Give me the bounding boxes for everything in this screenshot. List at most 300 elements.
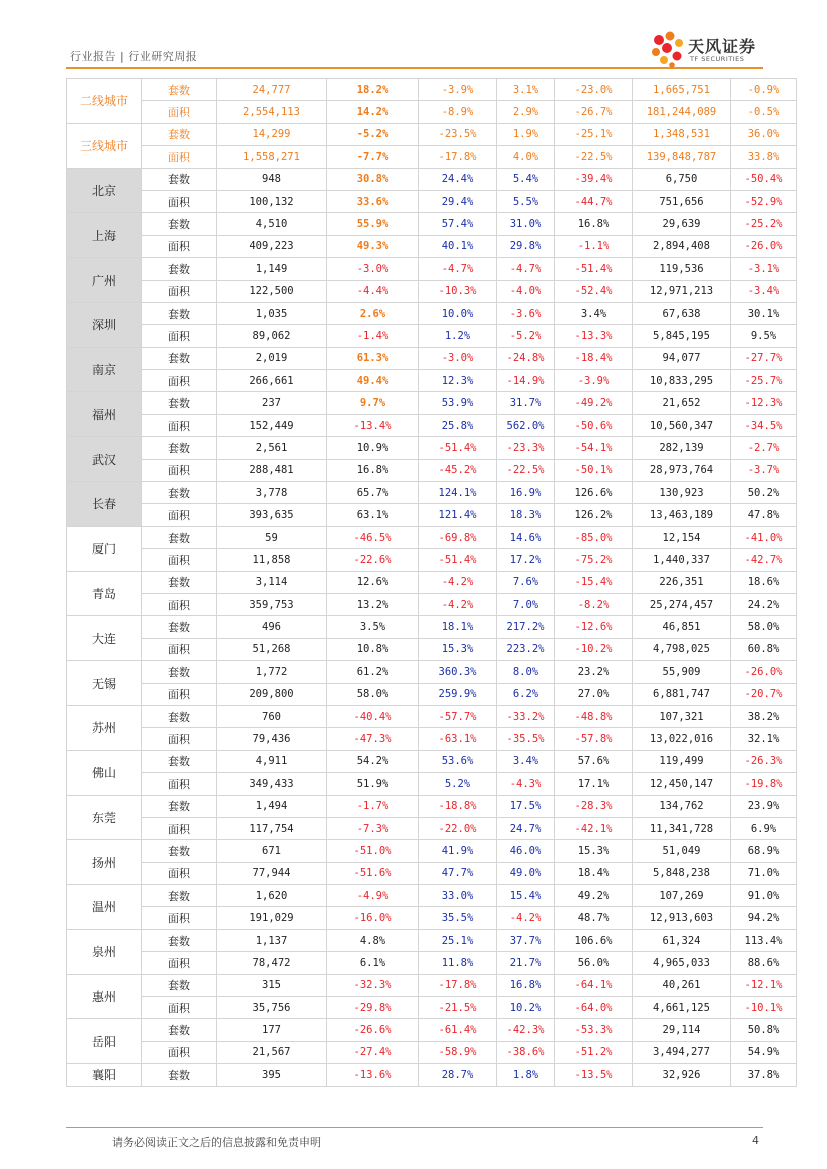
table-row xyxy=(67,795,797,817)
value-cell: 6,750 xyxy=(633,168,731,190)
city-name-cell: 苏州 xyxy=(67,705,142,750)
value-cell: 29,639 xyxy=(633,213,731,235)
value-cell: 59 xyxy=(217,526,327,548)
value-cell: 12,971,213 xyxy=(633,280,731,302)
value-cell: 79,436 xyxy=(217,728,327,750)
value-cell: 8.0% xyxy=(497,661,555,683)
value-cell: -1.1% xyxy=(555,235,633,257)
value-cell: -53.3% xyxy=(555,1019,633,1041)
value-cell: 29.4% xyxy=(419,190,497,212)
value-cell: 77,944 xyxy=(217,862,327,884)
value-cell: -20.7% xyxy=(731,683,797,705)
table-row xyxy=(67,370,797,392)
value-cell: -3.1% xyxy=(731,258,797,280)
value-cell: 51,049 xyxy=(633,840,731,862)
value-cell: 671 xyxy=(217,840,327,862)
value-cell: -14.9% xyxy=(497,370,555,392)
value-cell: -29.8% xyxy=(327,997,419,1019)
value-cell: 21,567 xyxy=(217,1041,327,1063)
table-row xyxy=(67,101,797,123)
value-cell: 40.1% xyxy=(419,235,497,257)
value-cell: 17.2% xyxy=(497,549,555,571)
value-cell: 53.9% xyxy=(419,392,497,414)
city-sales-table xyxy=(66,78,797,1087)
metric-label-cell: 面积 xyxy=(142,728,217,750)
value-cell: 496 xyxy=(217,616,327,638)
value-cell: -25.2% xyxy=(731,213,797,235)
value-cell: 35,756 xyxy=(217,997,327,1019)
value-cell: 31.0% xyxy=(497,213,555,235)
value-cell: 209,800 xyxy=(217,683,327,705)
value-cell: -13.4% xyxy=(327,414,419,436)
value-cell: -51.4% xyxy=(419,549,497,571)
value-cell: 56.0% xyxy=(555,952,633,974)
value-cell: 1.9% xyxy=(497,123,555,145)
table-row xyxy=(67,235,797,257)
city-name-cell: 襄阳 xyxy=(67,1064,142,1086)
value-cell: -16.0% xyxy=(327,907,419,929)
city-name-cell: 广州 xyxy=(67,258,142,303)
value-cell: 217.2% xyxy=(497,616,555,638)
table-row xyxy=(67,526,797,548)
value-cell: -19.8% xyxy=(731,773,797,795)
value-cell: 1,035 xyxy=(217,302,327,324)
table-row xyxy=(67,414,797,436)
value-cell: 53.6% xyxy=(419,750,497,772)
value-cell: 2.9% xyxy=(497,101,555,123)
value-cell: -26.6% xyxy=(327,1019,419,1041)
table-row xyxy=(67,638,797,660)
value-cell: 2,894,408 xyxy=(633,235,731,257)
value-cell: 395 xyxy=(217,1064,327,1086)
value-cell: 13.2% xyxy=(327,593,419,615)
value-cell: 27.0% xyxy=(555,683,633,705)
table-row xyxy=(67,817,797,839)
value-cell: -4.2% xyxy=(497,907,555,929)
value-cell: 14.2% xyxy=(327,101,419,123)
value-cell: -12.1% xyxy=(731,974,797,996)
value-cell: 94.2% xyxy=(731,907,797,929)
value-cell: -4.7% xyxy=(497,258,555,280)
value-cell: 4.8% xyxy=(327,929,419,951)
value-cell: 30.1% xyxy=(731,302,797,324)
value-cell: -4.3% xyxy=(497,773,555,795)
value-cell: -50.1% xyxy=(555,459,633,481)
city-name-cell: 南京 xyxy=(67,347,142,392)
value-cell: 10.9% xyxy=(327,437,419,459)
value-cell: 18.2% xyxy=(327,79,419,101)
value-cell: 121.4% xyxy=(419,504,497,526)
value-cell: -27.4% xyxy=(327,1041,419,1063)
value-cell: 49.3% xyxy=(327,235,419,257)
value-cell: 124.1% xyxy=(419,482,497,504)
value-cell: -50.4% xyxy=(731,168,797,190)
value-cell: 24.2% xyxy=(731,593,797,615)
value-cell: 61.2% xyxy=(327,661,419,683)
city-name-cell: 二线城市 xyxy=(67,79,142,124)
value-cell: -25.7% xyxy=(731,370,797,392)
value-cell: 5.4% xyxy=(497,168,555,190)
value-cell: 50.2% xyxy=(731,482,797,504)
value-cell: 139,848,787 xyxy=(633,146,731,168)
value-cell: -39.4% xyxy=(555,168,633,190)
value-cell: -51.4% xyxy=(555,258,633,280)
value-cell: -27.7% xyxy=(731,347,797,369)
value-cell: 38.2% xyxy=(731,705,797,727)
value-cell: 24.7% xyxy=(497,817,555,839)
value-cell: 393,635 xyxy=(217,504,327,526)
footer-divider xyxy=(66,1127,763,1128)
value-cell: -52.4% xyxy=(555,280,633,302)
value-cell: 360.3% xyxy=(419,661,497,683)
value-cell: -4.4% xyxy=(327,280,419,302)
value-cell: 1,494 xyxy=(217,795,327,817)
value-cell: -4.2% xyxy=(419,571,497,593)
value-cell: -3.0% xyxy=(327,258,419,280)
city-name-cell: 岳阳 xyxy=(67,1019,142,1064)
table-row xyxy=(67,549,797,571)
value-cell: 3,494,277 xyxy=(633,1041,731,1063)
table-row xyxy=(67,325,797,347)
value-cell: -49.2% xyxy=(555,392,633,414)
value-cell: 226,351 xyxy=(633,571,731,593)
value-cell: 3,778 xyxy=(217,482,327,504)
value-cell: -40.4% xyxy=(327,705,419,727)
logo-chinese-text: 天风证券 xyxy=(688,37,757,56)
value-cell: 30.8% xyxy=(327,168,419,190)
metric-label-cell: 套数 xyxy=(142,482,217,504)
value-cell: -23.3% xyxy=(497,437,555,459)
value-cell: 24,777 xyxy=(217,79,327,101)
metric-label-cell: 套数 xyxy=(142,437,217,459)
table-row xyxy=(67,1064,797,1086)
value-cell: 58.0% xyxy=(327,683,419,705)
metric-label-cell: 套数 xyxy=(142,123,217,145)
value-cell: -13.6% xyxy=(327,1064,419,1086)
metric-label-cell: 面积 xyxy=(142,773,217,795)
value-cell: -64.1% xyxy=(555,974,633,996)
table-row xyxy=(67,997,797,1019)
value-cell: -33.2% xyxy=(497,705,555,727)
value-cell: 40,261 xyxy=(633,974,731,996)
metric-label-cell: 面积 xyxy=(142,862,217,884)
metric-label-cell: 套数 xyxy=(142,347,217,369)
table-row xyxy=(67,146,797,168)
metric-label-cell: 套数 xyxy=(142,168,217,190)
table-row xyxy=(67,392,797,414)
value-cell: 1,772 xyxy=(217,661,327,683)
value-cell: 10.2% xyxy=(497,997,555,1019)
value-cell: 11,858 xyxy=(217,549,327,571)
value-cell: -7.3% xyxy=(327,817,419,839)
value-cell: 23.9% xyxy=(731,795,797,817)
metric-label-cell: 面积 xyxy=(142,101,217,123)
value-cell: 1,665,751 xyxy=(633,79,731,101)
table-row xyxy=(67,974,797,996)
city-name-cell: 三线城市 xyxy=(67,123,142,168)
value-cell: -10.2% xyxy=(555,638,633,660)
value-cell: -22.0% xyxy=(419,817,497,839)
value-cell: -3.7% xyxy=(731,459,797,481)
value-cell: -45.2% xyxy=(419,459,497,481)
metric-label-cell: 面积 xyxy=(142,325,217,347)
value-cell: 126.6% xyxy=(555,482,633,504)
metric-label-cell: 套数 xyxy=(142,571,217,593)
value-cell: 50.8% xyxy=(731,1019,797,1041)
metric-label-cell: 套数 xyxy=(142,1019,217,1041)
table-row xyxy=(67,661,797,683)
value-cell: -42.1% xyxy=(555,817,633,839)
city-name-cell: 厦门 xyxy=(67,526,142,571)
value-cell: -64.0% xyxy=(555,997,633,1019)
table-row xyxy=(67,952,797,974)
value-cell: 315 xyxy=(217,974,327,996)
value-cell: 54.2% xyxy=(327,750,419,772)
metric-label-cell: 面积 xyxy=(142,280,217,302)
table-row xyxy=(67,907,797,929)
city-name-cell: 温州 xyxy=(67,885,142,930)
value-cell: 288,481 xyxy=(217,459,327,481)
value-cell: 4,911 xyxy=(217,750,327,772)
metric-label-cell: 面积 xyxy=(142,997,217,1019)
metric-label-cell: 套数 xyxy=(142,840,217,862)
value-cell: -51.0% xyxy=(327,840,419,862)
disclaimer-text: 请务必阅读正文之后的信息披露和免责申明 xyxy=(112,1136,321,1149)
value-cell: -75.2% xyxy=(555,549,633,571)
value-cell: 1,620 xyxy=(217,885,327,907)
value-cell: -3.9% xyxy=(419,79,497,101)
value-cell: 51,268 xyxy=(217,638,327,660)
value-cell: -8.9% xyxy=(419,101,497,123)
value-cell: 3.5% xyxy=(327,616,419,638)
metric-label-cell: 面积 xyxy=(142,593,217,615)
value-cell: 18.6% xyxy=(731,571,797,593)
value-cell: 5.2% xyxy=(419,773,497,795)
value-cell: -5.2% xyxy=(497,325,555,347)
value-cell: 122,500 xyxy=(217,280,327,302)
value-cell: 117,754 xyxy=(217,817,327,839)
value-cell: 49.4% xyxy=(327,370,419,392)
value-cell: 282,139 xyxy=(633,437,731,459)
table-row xyxy=(67,504,797,526)
value-cell: 33.8% xyxy=(731,146,797,168)
value-cell: 113.4% xyxy=(731,929,797,951)
metric-label-cell: 套数 xyxy=(142,302,217,324)
value-cell: 7.0% xyxy=(497,593,555,615)
metric-label-cell: 套数 xyxy=(142,258,217,280)
value-cell: 13,463,189 xyxy=(633,504,731,526)
table-row xyxy=(67,347,797,369)
value-cell: 37.8% xyxy=(731,1064,797,1086)
value-cell: -26.7% xyxy=(555,101,633,123)
value-cell: 47.8% xyxy=(731,504,797,526)
city-name-cell: 深圳 xyxy=(67,302,142,347)
value-cell: 152,449 xyxy=(217,414,327,436)
city-name-cell: 青岛 xyxy=(67,571,142,616)
value-cell: -4.9% xyxy=(327,885,419,907)
value-cell: 259.9% xyxy=(419,683,497,705)
value-cell: 562.0% xyxy=(497,414,555,436)
metric-label-cell: 面积 xyxy=(142,370,217,392)
value-cell: -32.3% xyxy=(327,974,419,996)
value-cell: -15.4% xyxy=(555,571,633,593)
value-cell: 119,499 xyxy=(633,750,731,772)
value-cell: 7.6% xyxy=(497,571,555,593)
table-row xyxy=(67,258,797,280)
value-cell: -41.0% xyxy=(731,526,797,548)
value-cell: 349,433 xyxy=(217,773,327,795)
value-cell: -51.4% xyxy=(419,437,497,459)
value-cell: -17.8% xyxy=(419,974,497,996)
value-cell: 32.1% xyxy=(731,728,797,750)
value-cell: 61,324 xyxy=(633,929,731,951)
value-cell: -18.8% xyxy=(419,795,497,817)
metric-label-cell: 套数 xyxy=(142,526,217,548)
table-row xyxy=(67,929,797,951)
metric-label-cell: 面积 xyxy=(142,907,217,929)
value-cell: 1.2% xyxy=(419,325,497,347)
value-cell: 17.5% xyxy=(497,795,555,817)
table-row xyxy=(67,190,797,212)
value-cell: 16.9% xyxy=(497,482,555,504)
value-cell: -28.3% xyxy=(555,795,633,817)
value-cell: 18.4% xyxy=(555,862,633,884)
value-cell: 181,244,089 xyxy=(633,101,731,123)
value-cell: 68.9% xyxy=(731,840,797,862)
value-cell: 9.5% xyxy=(731,325,797,347)
value-cell: 25.8% xyxy=(419,414,497,436)
value-cell: 100,132 xyxy=(217,190,327,212)
value-cell: -85.0% xyxy=(555,526,633,548)
value-cell: 3.4% xyxy=(555,302,633,324)
value-cell: -51.6% xyxy=(327,862,419,884)
value-cell: 55,909 xyxy=(633,661,731,683)
value-cell: 67,638 xyxy=(633,302,731,324)
value-cell: 4,510 xyxy=(217,213,327,235)
value-cell: 15.3% xyxy=(555,840,633,862)
value-cell: 14,299 xyxy=(217,123,327,145)
value-cell: 65.7% xyxy=(327,482,419,504)
value-cell: -12.3% xyxy=(731,392,797,414)
metric-label-cell: 套数 xyxy=(142,79,217,101)
value-cell: 46,851 xyxy=(633,616,731,638)
value-cell: 31.7% xyxy=(497,392,555,414)
value-cell: 12,913,603 xyxy=(633,907,731,929)
city-name-cell: 无锡 xyxy=(67,661,142,706)
value-cell: 29.8% xyxy=(497,235,555,257)
value-cell: -58.9% xyxy=(419,1041,497,1063)
value-cell: 57.6% xyxy=(555,750,633,772)
value-cell: 12.3% xyxy=(419,370,497,392)
table-row xyxy=(67,482,797,504)
value-cell: -1.7% xyxy=(327,795,419,817)
value-cell: 10,833,295 xyxy=(633,370,731,392)
metric-label-cell: 面积 xyxy=(142,504,217,526)
table-row xyxy=(67,840,797,862)
value-cell: 91.0% xyxy=(731,885,797,907)
value-cell: 948 xyxy=(217,168,327,190)
value-cell: 16.8% xyxy=(497,974,555,996)
value-cell: -3.0% xyxy=(419,347,497,369)
logo-english-text: TF SECURITIES xyxy=(690,55,745,63)
metric-label-cell: 套数 xyxy=(142,974,217,996)
metric-label-cell: 套数 xyxy=(142,885,217,907)
value-cell: 12.6% xyxy=(327,571,419,593)
metric-label-cell: 面积 xyxy=(142,817,217,839)
table-row xyxy=(67,705,797,727)
value-cell: -51.2% xyxy=(555,1041,633,1063)
value-cell: 134,762 xyxy=(633,795,731,817)
table-row xyxy=(67,79,797,101)
table-row xyxy=(67,1019,797,1041)
value-cell: 17.1% xyxy=(555,773,633,795)
value-cell: 3,114 xyxy=(217,571,327,593)
metric-label-cell: 套数 xyxy=(142,795,217,817)
value-cell: 223.2% xyxy=(497,638,555,660)
value-cell: 49.0% xyxy=(497,862,555,884)
value-cell: 106.6% xyxy=(555,929,633,951)
value-cell: 4,798,025 xyxy=(633,638,731,660)
value-cell: 13,022,016 xyxy=(633,728,731,750)
value-cell: 63.1% xyxy=(327,504,419,526)
value-cell: -17.8% xyxy=(419,146,497,168)
value-cell: 1.8% xyxy=(497,1064,555,1086)
value-cell: -42.3% xyxy=(497,1019,555,1041)
value-cell: -54.1% xyxy=(555,437,633,459)
metric-label-cell: 面积 xyxy=(142,549,217,571)
value-cell: 18.3% xyxy=(497,504,555,526)
table-row xyxy=(67,213,797,235)
value-cell: 5.5% xyxy=(497,190,555,212)
value-cell: 15.3% xyxy=(419,638,497,660)
value-cell: -2.7% xyxy=(731,437,797,459)
value-cell: 5,845,195 xyxy=(633,325,731,347)
table-row xyxy=(67,437,797,459)
value-cell: 24.4% xyxy=(419,168,497,190)
value-cell: -4.0% xyxy=(497,280,555,302)
value-cell: 1,440,337 xyxy=(633,549,731,571)
value-cell: 58.0% xyxy=(731,616,797,638)
value-cell: 46.0% xyxy=(497,840,555,862)
value-cell: 21.7% xyxy=(497,952,555,974)
tf-logo-icon xyxy=(650,30,686,68)
value-cell: 107,269 xyxy=(633,885,731,907)
value-cell: -3.6% xyxy=(497,302,555,324)
metric-label-cell: 套数 xyxy=(142,213,217,235)
metric-label-cell: 面积 xyxy=(142,190,217,212)
value-cell: 16.8% xyxy=(327,459,419,481)
value-cell: 126.2% xyxy=(555,504,633,526)
value-cell: 2.6% xyxy=(327,302,419,324)
value-cell: 119,536 xyxy=(633,258,731,280)
value-cell: 3.1% xyxy=(497,79,555,101)
value-cell: 49.2% xyxy=(555,885,633,907)
value-cell: -7.7% xyxy=(327,146,419,168)
value-cell: -26.0% xyxy=(731,661,797,683)
value-cell: -5.2% xyxy=(327,123,419,145)
value-cell: -47.3% xyxy=(327,728,419,750)
value-cell: -12.6% xyxy=(555,616,633,638)
value-cell: 25,274,457 xyxy=(633,593,731,615)
table-row xyxy=(67,862,797,884)
value-cell: 177 xyxy=(217,1019,327,1041)
metric-label-cell: 面积 xyxy=(142,459,217,481)
value-cell: -26.3% xyxy=(731,750,797,772)
metric-label-cell: 面积 xyxy=(142,683,217,705)
value-cell: 6.1% xyxy=(327,952,419,974)
value-cell: -3.4% xyxy=(731,280,797,302)
value-cell: 359,753 xyxy=(217,593,327,615)
